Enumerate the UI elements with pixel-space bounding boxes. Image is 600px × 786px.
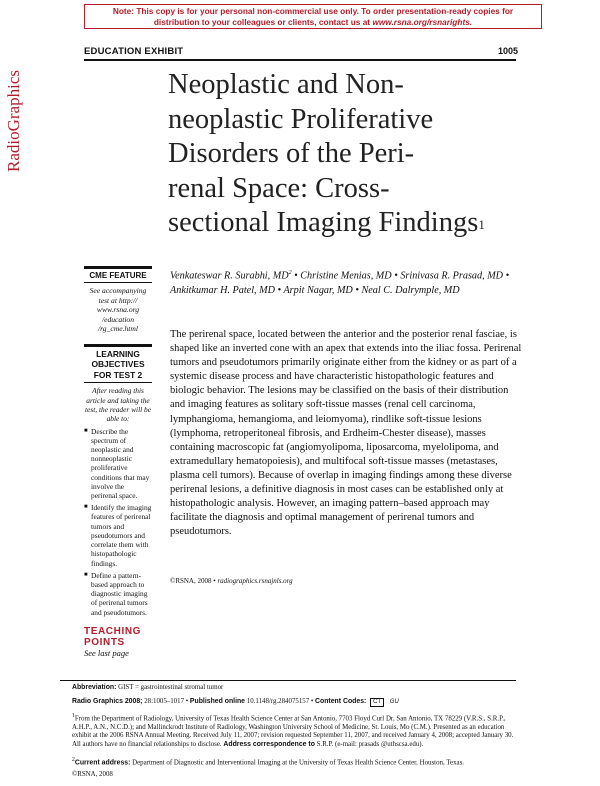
list-item: ■ Describe the spectrum of neoplastic and nonneoplastic proliferative conditions that may involve the perirenal space. xyxy=(84,427,152,501)
affiliation-marker: 1 xyxy=(72,713,75,719)
notice-link[interactable]: www.rsna.org/rsnarights. xyxy=(372,16,473,27)
citation-journal: Radio Graphics 2008; xyxy=(72,698,143,705)
author-name: Srinivasa R. Prasad, MD xyxy=(400,270,504,282)
objectives-heading: LEARNING OBJECTIVES FOR TEST 2 xyxy=(91,348,145,380)
correspondence-text: S.R.P. (e-mail: prasads @uthscsa.edu). xyxy=(316,741,424,749)
affiliation-text: From the Department of Radiology, University of Texas Health Science Center at San Antonio, 7703 Floyd Curl Dr, San Antonio, TX 78229 (V.R.S., S.R.P., A.H.P., A.N., N.C.D.); and Mallinckrodt Institute of Radiology, Washington University School of Medicine, St. Louis, Mo (C.M.). Presented as an education exhibit at the 2006 RSNA Annual Meeting. Received July 11, 2007; revision requested September 11, 2007, and received January 4, 2008; accepted January 30. All authors have no financial relationships to disclose. xyxy=(72,715,514,749)
author-list: Venkateswar R. Surabhi, $MD^2$ • Christine Menias, MD • Srinivasa R. Prasad, MD • Ankitkumar H. Patel, MD • Arpit Nagar, MD • Neal C. Dalrymple, MD xyxy=(170,270,510,296)
affiliation-note xyxy=(72,712,516,750)
objectives-list xyxy=(84,427,152,617)
published-label: Published online xyxy=(189,698,246,705)
title-line-text: sectional Imaging Findings xyxy=(168,207,479,238)
author-name: Venkateswar R. Surabhi, MD xyxy=(170,270,289,282)
journal-url[interactable]: radiographics.rsnajnls.org xyxy=(217,577,293,585)
current-address-label: Current address: xyxy=(74,759,131,767)
sidebar-rule xyxy=(84,344,152,347)
list-item: ■ Define a pattern-based approach to diagnostic imaging of perirenal tumors and pseudotumors. xyxy=(84,571,152,617)
doi[interactable]: 10.1148/rg.284075157 xyxy=(246,698,310,705)
title-line xyxy=(168,206,528,241)
page-number: 1005 xyxy=(497,46,518,56)
abbreviation-text: GIST = gastrointestinal stromal tumor xyxy=(118,684,224,691)
sidebar-rule xyxy=(84,266,152,269)
author-name: Ankitkumar H. Patel, MD xyxy=(170,284,275,296)
author-name: Arpit Nagar, MD xyxy=(283,284,353,296)
content-code-badge: CT xyxy=(370,698,384,707)
journal-logo xyxy=(2,44,24,174)
cme-text: See accompanying test at http:// www.rsna.org /education /rg_cme.html xyxy=(89,286,147,334)
title-line: neoplastic Proliferative xyxy=(168,103,434,135)
content-codes-label: Content Codes: xyxy=(315,698,367,705)
title-line: renal Space: Cross- xyxy=(168,172,390,204)
notice-text: This copy is for your personal non-commercial use only. To order presentation-ready copies for distribution to your colleagues or clients, contact us at xyxy=(136,6,514,27)
section-label: EDUCATION EXHIBIT xyxy=(84,46,184,57)
cme-heading: CME FEATURE xyxy=(89,271,147,280)
current-address-marker: 2 xyxy=(72,757,75,763)
citation-line: Radio Graphics 2008; 28:1005–1017 • Published online 10.1148/rg.284075157 • Content Codes: CT GU xyxy=(72,698,399,705)
author-name: Christine Menias, MD xyxy=(300,270,392,282)
teaching-points-heading: TEACHING POINTS xyxy=(84,626,142,648)
sidebar xyxy=(84,266,152,620)
title-line: Neoplastic and Non- xyxy=(168,69,404,100)
author-name: Neal C. Dalrymple, MD xyxy=(361,284,460,296)
correspondence-label: Address correspondence to xyxy=(223,741,315,749)
footer-rule xyxy=(60,680,516,681)
sidebar-divider xyxy=(84,382,152,383)
teaching-points-link[interactable]: See last page xyxy=(84,648,129,658)
content-code-badge: GU xyxy=(389,699,399,705)
title-footnote-marker: 1 xyxy=(478,217,485,232)
notice-prefix: Note: xyxy=(112,6,135,16)
copyright-text: ©RSNA, 2008 • xyxy=(170,577,216,585)
author-footnote-marker: 2 xyxy=(288,270,292,276)
header-rule xyxy=(84,59,516,61)
abstract: The perirenal space, located between the anterior and the posterior renal fasciae, is shaped like an inverted cone with an apex that extends into the iliac fossa. Perirenal tumors and pseudotumors primarily originate either from the kidney or as part of a systemic disease process and have characteristic histopathologic features and biologic behavior. The lesions may be classified on the basis of their distribution and imaging features as solitary soft-tissue masses (renal cell carcinoma, lymphangioma, hemangioma, and leiomyoma), rindlike soft-tissue lesions (lymphoma, retroperitoneal fibrosis, and Erdheim-Chester disease), masses containing macroscopic fat (angiomyolipoma, liposarcoma, myelolipoma, and extramedullary hematopoiesis), and multifocal soft-tissue masses (metastases, plasma cell tumors). Because of overlap in imaging findings among these diverse perirenal lesions, a definitive diagnosis in most cases can be established only at histopathologic analysis. However, an imaging pattern–based approach may facilitate the diagnosis and optimal management of perirenal tumors and pseudotumors. xyxy=(170,329,522,538)
article-copyright xyxy=(170,577,293,585)
notice-box xyxy=(84,4,542,29)
abbreviation-label: Abbreviation: xyxy=(72,684,117,691)
current-address-note xyxy=(72,756,516,768)
teaching-points xyxy=(84,626,152,658)
citation-pages: 28:1005–1017 xyxy=(144,698,185,705)
footer-copyright: ©RSNA, 2008 xyxy=(72,771,113,778)
sidebar-divider xyxy=(84,282,152,283)
title-line: Disorders of the Peri- xyxy=(168,138,415,169)
abbreviation-line xyxy=(72,684,516,693)
objectives-intro: After reading this article and taking the test, the reader will be able to: xyxy=(84,386,152,424)
list-item: ■ Identify the imaging features of perirenal tumors and pseudotumors and correlate them with histopathologic findings. xyxy=(84,503,152,567)
current-address-text: Department of Diagnostic and Interventional Imaging at the University of Texas Health Science Center, Houston, Texas. xyxy=(132,759,464,767)
svg-text:RadioGraphics: RadioGraphics xyxy=(4,70,23,172)
article-title xyxy=(168,68,528,241)
